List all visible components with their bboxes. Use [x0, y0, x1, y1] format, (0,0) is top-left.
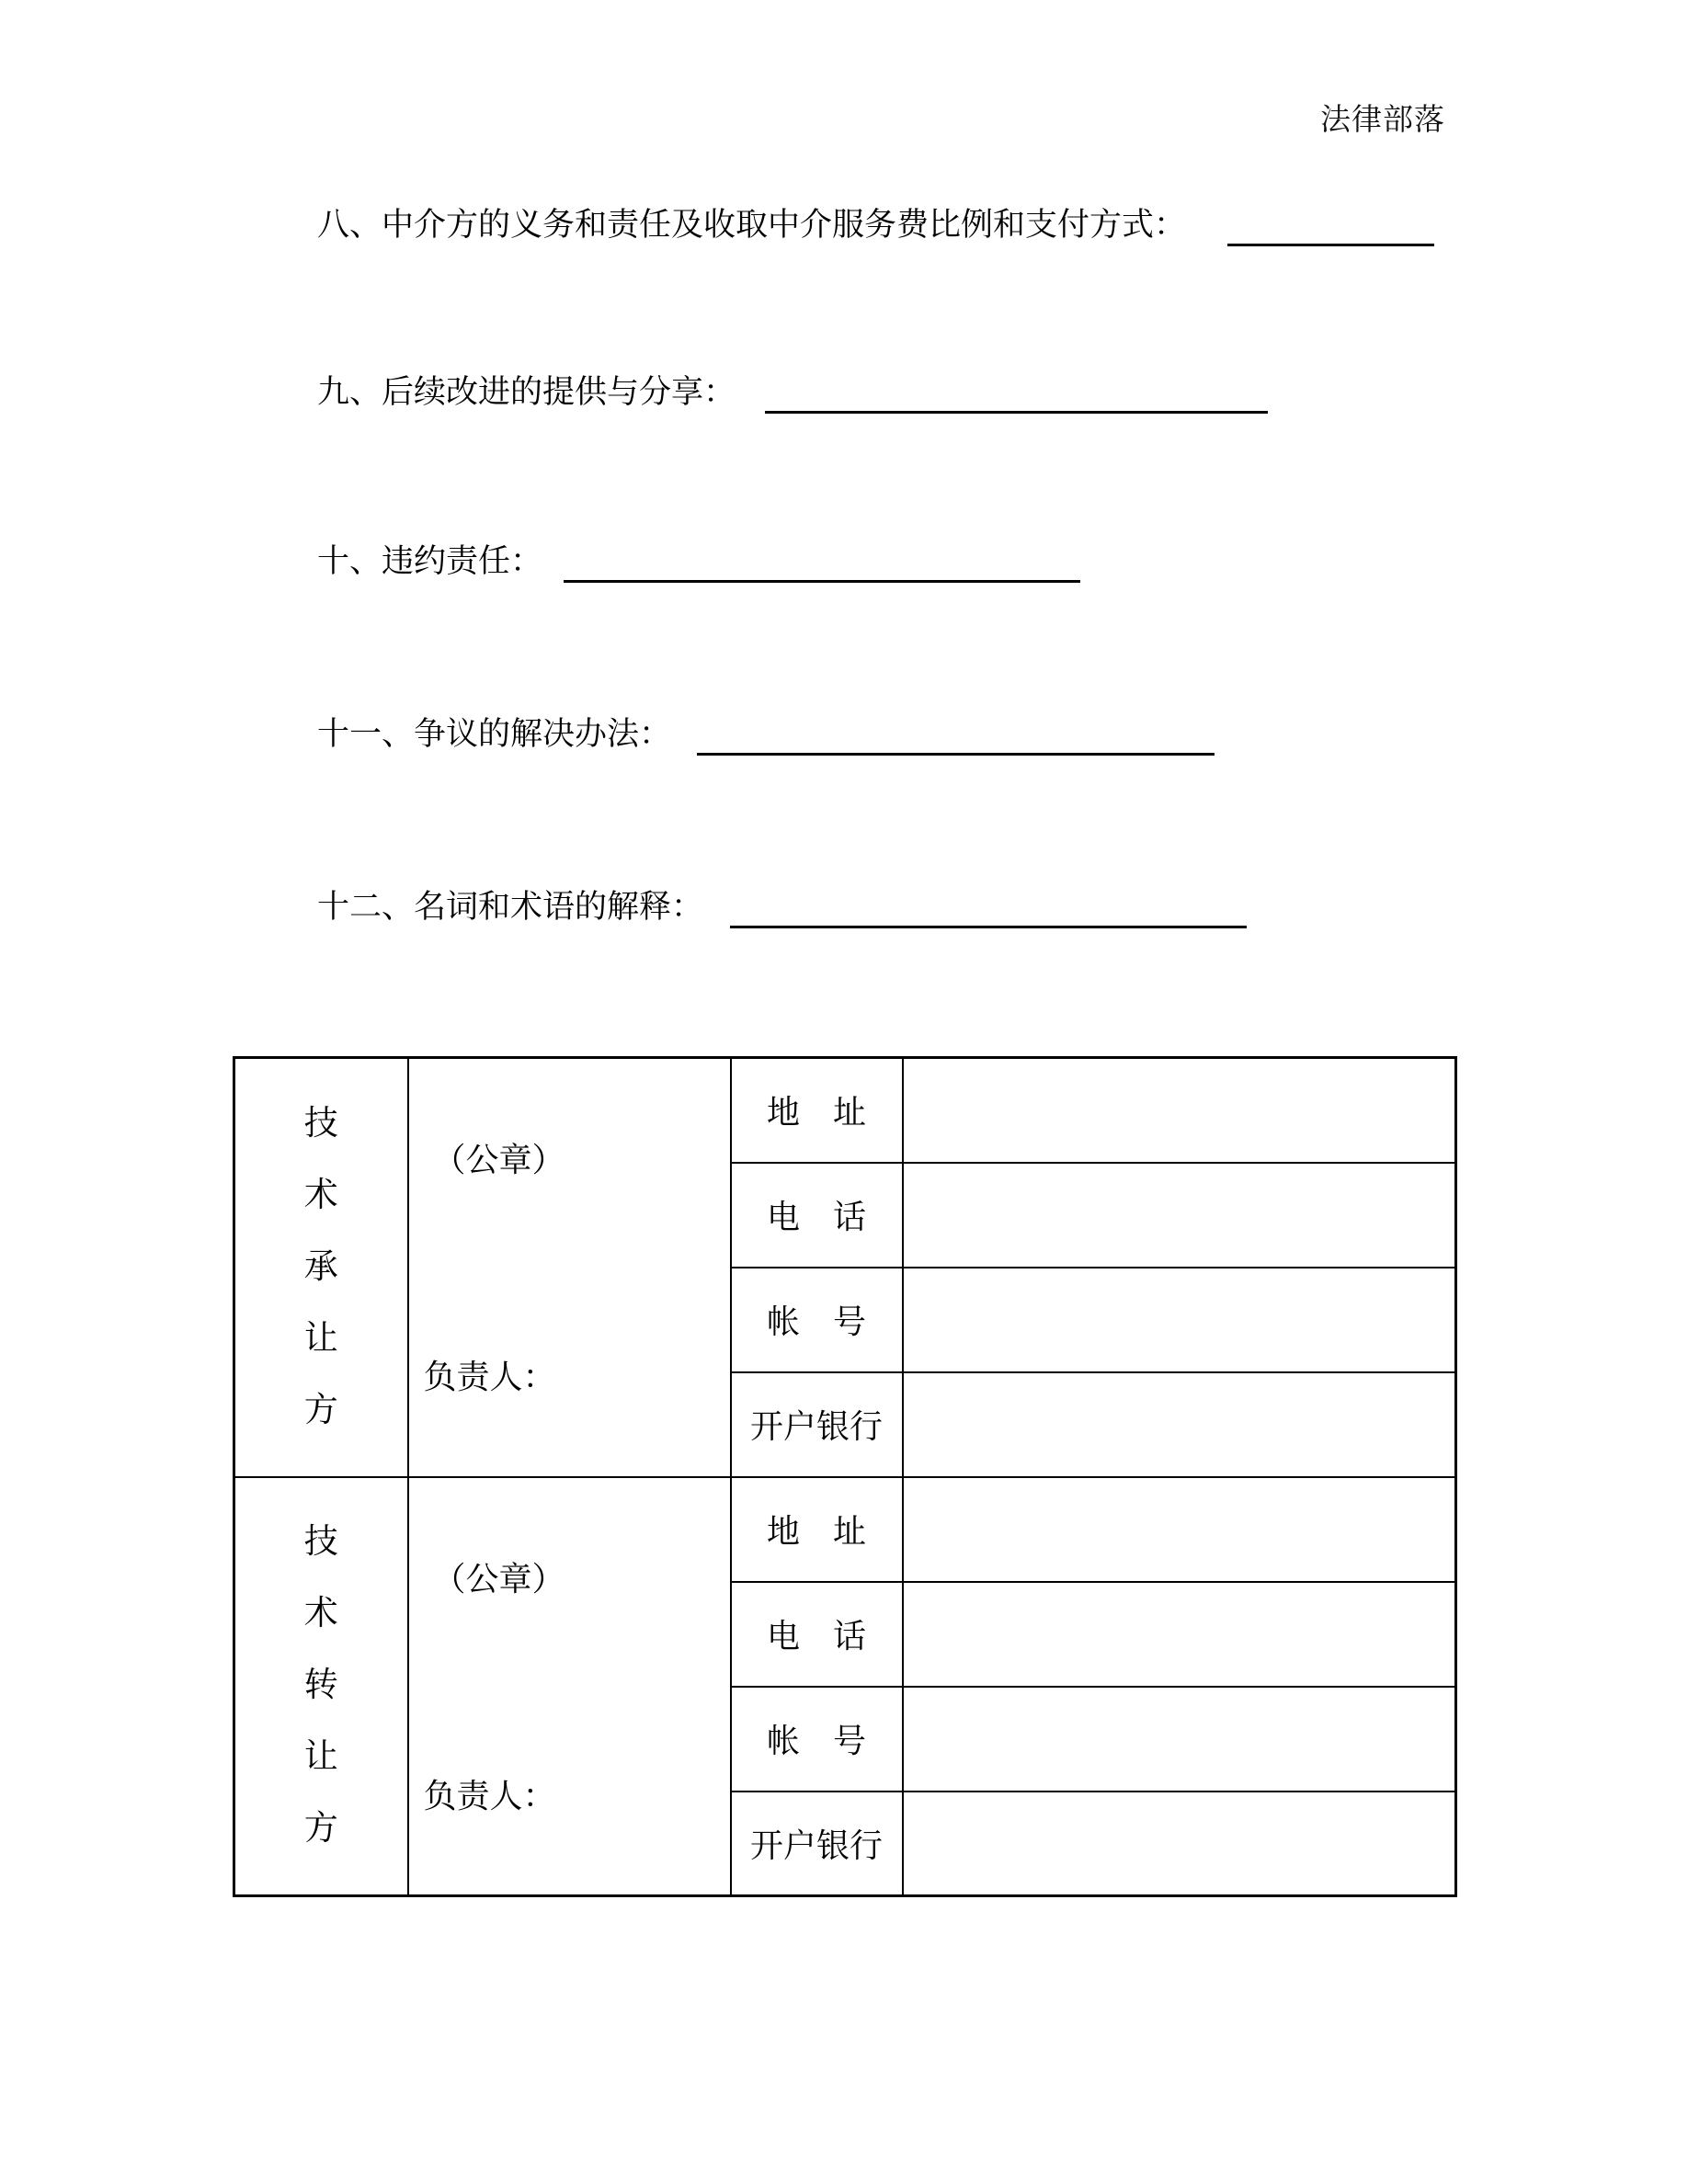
field-label-account-transferor: 帐 号	[731, 1687, 903, 1792]
clause-12-blank-line[interactable]	[730, 887, 1247, 928]
brand-text: 法律部落	[1320, 104, 1445, 137]
field-label-phone-transferee: 电 话	[731, 1163, 903, 1268]
clause-11-blank-line[interactable]	[697, 714, 1215, 756]
field-value-address-transferee[interactable]	[903, 1058, 1456, 1163]
field-value-bank-transferee[interactable]	[903, 1372, 1456, 1477]
clause-8	[317, 204, 1434, 246]
field-label-phone-transferor: 电 话	[731, 1582, 903, 1687]
field-value-bank-transferor[interactable]	[903, 1792, 1456, 1896]
clause-12-text: 十二、名词和术语的解释：	[317, 889, 704, 925]
seal-label-transferor: （公章）	[432, 1560, 565, 1598]
field-label-bank-transferee: 开户银行	[731, 1372, 903, 1477]
clause-12	[317, 886, 1247, 928]
field-value-account-transferor[interactable]	[903, 1687, 1456, 1792]
responsible-person-label-transferor: 负责人：	[423, 1777, 556, 1814]
clause-9-text: 九、后续改进的提供与分享：	[317, 374, 736, 410]
field-label-bank-transferor: 开户银行	[731, 1792, 903, 1896]
seal-cell-transferor	[408, 1477, 731, 1896]
field-label-address-transferor: 地 址	[731, 1477, 903, 1582]
field-value-address-transferor[interactable]	[903, 1477, 1456, 1582]
clause-8-text: 八、中介方的义务和责任及收取中介服务费比例和支付方式：	[317, 207, 1187, 243]
clause-10-text: 十、违约责任：	[317, 543, 543, 579]
responsible-person-label-transferee: 负责人：	[423, 1359, 556, 1395]
party-name-transferee: 技术承让方	[303, 1104, 338, 1429]
party-cell-transferor	[234, 1477, 408, 1896]
table-row	[234, 1477, 1456, 1582]
clause-11-text: 十一、争议的解决办法：	[317, 716, 672, 752]
field-value-phone-transferee[interactable]	[903, 1163, 1456, 1268]
field-value-phone-transferor[interactable]	[903, 1582, 1456, 1687]
field-value-account-transferee[interactable]	[903, 1268, 1456, 1372]
clause-9	[317, 371, 1268, 414]
party-cell-transferee	[234, 1058, 408, 1477]
field-label-address-transferee: 地 址	[731, 1058, 903, 1163]
clause-10-blank-line[interactable]	[564, 541, 1080, 583]
party-name-transferor: 技术转让方	[303, 1523, 338, 1848]
field-label-account-transferee: 帐 号	[731, 1268, 903, 1372]
clause-10	[317, 540, 1080, 583]
table-row	[234, 1058, 1456, 1163]
clause-8-blank-line[interactable]	[1227, 205, 1434, 246]
signature-table	[233, 1056, 1457, 1897]
seal-label-transferee: （公章）	[432, 1142, 565, 1178]
clause-9-blank-line[interactable]	[765, 372, 1268, 414]
clause-11	[317, 713, 1215, 756]
seal-cell-transferee	[408, 1058, 731, 1477]
